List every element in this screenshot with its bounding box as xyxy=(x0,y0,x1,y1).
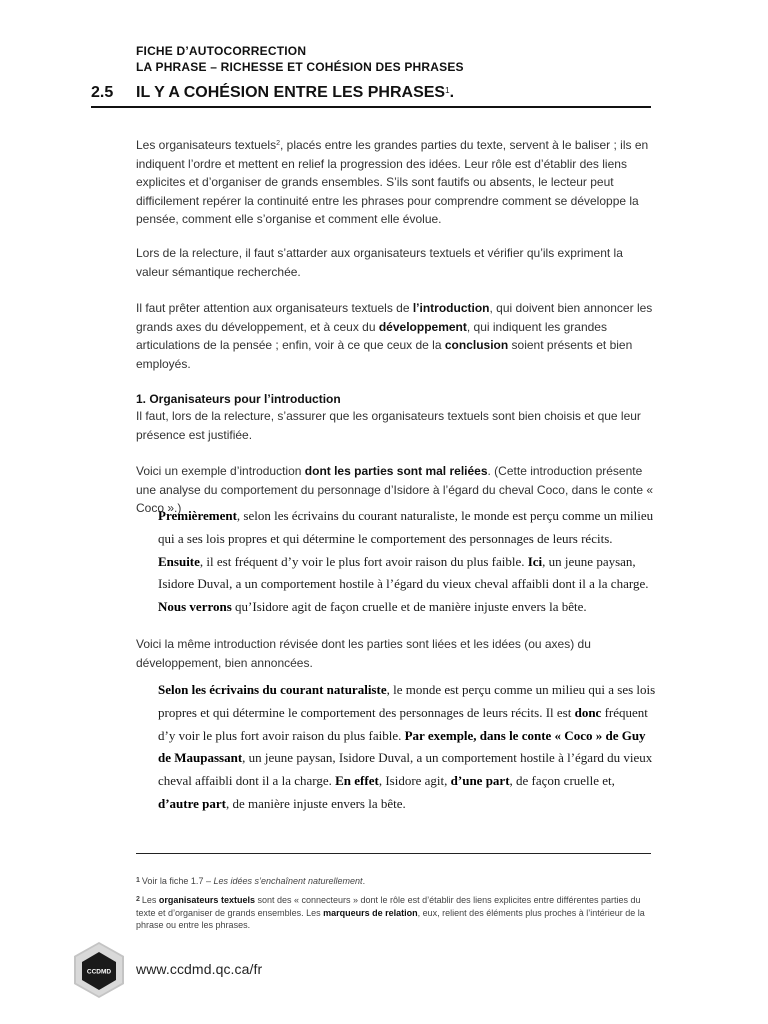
ccdmd-logo xyxy=(74,942,124,998)
footnote-ref-1[interactable]: 1 xyxy=(445,86,450,95)
website-link[interactable]: www.ccdmd.qc.ca/fr xyxy=(136,961,263,977)
logo-text: CCDMD xyxy=(86,968,112,976)
document-header-line2: LA PHRASE – RICHESSE ET COHÉSION DES PHRASES xyxy=(136,60,464,74)
section-number: 2.5 xyxy=(91,84,114,101)
section-paragraph-3: Voici la même introduction révisée dont les parties sont liées et les idées (ou axes) du développement, bien annoncées. xyxy=(136,637,591,670)
section-paragraph-2: Voici un exemple d’introduction dont les parties sont mal reliées. (Cette introduction présente une analyse du comportement du personnage d’Isidore à l’égard du cheval Coco, dans le conte « Coco ».) xyxy=(136,464,654,515)
intro-paragraph-2: Lors de la relecture, il faut s’attarder aux organisateurs textuels et vérifier qu’ils expriment la valeur sémantique recherchée. xyxy=(136,246,623,279)
example-revised-introduction: Selon les écrivains du courant naturaliste, le monde est perçu comme un milieu qui a ses lois propres et qui détermine le comportement des personnages de leurs récits. Il est donc fréquent d’y voir le plus fort avoir raison du plus faible. Par exemple, dans le conte « Coco » de Guy de Maupassant, un jeune paysan, Isidore Duval, a un comportement hostile à l’égard du vieux cheval affaibli dont il a la charge. En effet, Isidore agit, d’une part, de façon cruelle et, d’autre part, de manière injuste envers la bête. xyxy=(158,682,656,811)
footnote-1: $^1$ Voir la fiche 1.7 – Les idées s’enchaînent naturellement. xyxy=(136,876,366,886)
footnote-rule xyxy=(136,853,651,854)
intro-paragraph-3: Il faut prêter attention aux organisateurs textuels de l’introduction, qui doivent bien annoncer les grands axes du développement, et à ceux du développement, qui indiquent les grandes articulations de la pensée ; enfin, voir à ce que ceux de la conclusion soient présents et bien employés. xyxy=(136,301,653,371)
document-header-line1: FICHE D’AUTOCORRECTION xyxy=(136,44,307,58)
footnote-2: $^2$ Les organisateurs textuels sont des « connecteurs » dont le rôle est d’établir des liens explicites entre différentes parties du texte et d’organiser de grands ensembles. Les marqueurs de relation, eux, relient des éléments plus proches à l’intérieur de la phrase ou entre les phrases. xyxy=(136,895,645,930)
section-paragraph-1: Il faut, lors de la relecture, s’assurer que les organisateurs textuels sont bien choisis et que leur présence est justifiée. xyxy=(136,409,641,442)
section-title: IL Y A COHÉSION ENTRE LES PHRASES$^1$. xyxy=(136,84,455,101)
subsection-heading: 1. Organisateurs pour l’introduction xyxy=(136,392,341,406)
header-rule xyxy=(91,106,651,108)
footnote-ref-2[interactable]: 2 xyxy=(276,140,280,147)
intro-paragraph-1: Les organisateurs textuels$^2$, placés entre les grandes parties du texte, servent à le baliser ; ils en indiquent l’ordre et mettent en relief la progression des idées. Leur rôle est d’établir des liens explicites et d’organiser de grands ensembles. S’ils sont fautifs ou absents, le lecteur peut difficilement repérer la continuité entre les phrases pour comprendre comment se développe la pensée, comment elle s’organise et comment elle évolue. xyxy=(136,138,649,226)
example-bad-introduction: Premièrement, selon les écrivains du courant naturaliste, le monde est perçu comme un milieu qui a ses lois propres et qui détermine le comportement des personnages de leurs récits. Ensuite, il est fréquent d’y voir le plus fort avoir raison du plus faible. Ici, un jeune paysan, Isidore Duval, a un comportement hostile à l’égard du vieux cheval affaibli dont il a la charge. Nous verrons qu’Isidore agit de façon cruelle et de manière injuste envers la bête. xyxy=(158,508,654,615)
